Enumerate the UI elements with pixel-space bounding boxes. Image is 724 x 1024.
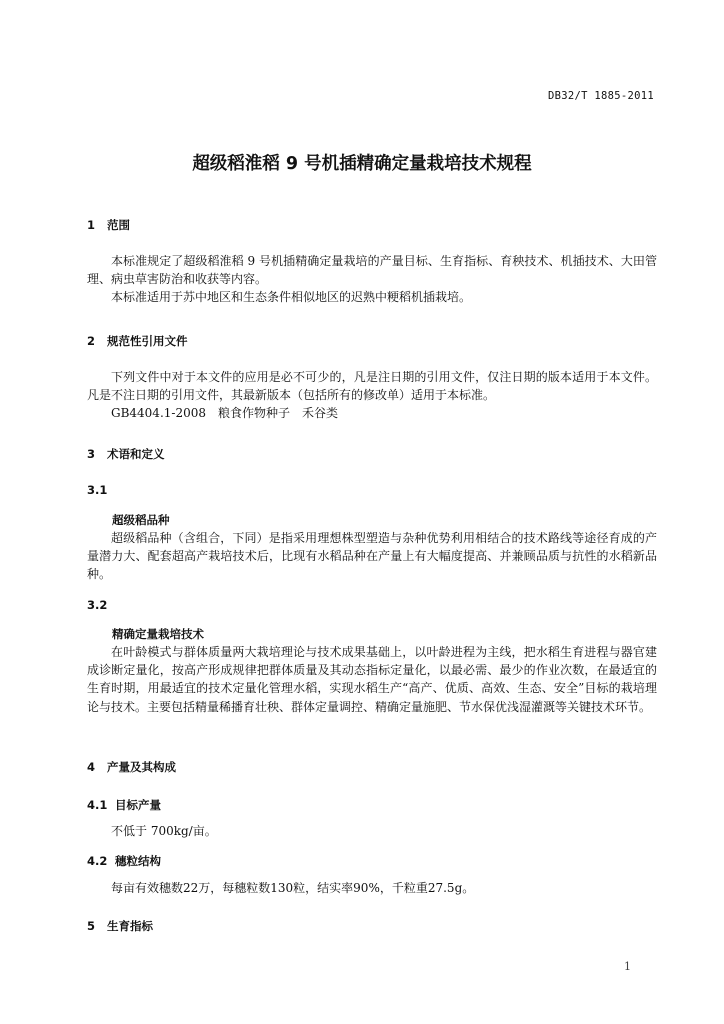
- section-2-heading: [87, 333, 188, 349]
- page-number: 1: [624, 960, 631, 973]
- section-2-body: [87, 368, 657, 423]
- section-5-heading: [87, 918, 153, 934]
- paragraph: 超级稻品种（含组合，下同）是指采用理想株型塑造与杂种优势利用相结合的技术路线等途径育成的产量潜力大、配套超高产栽培技术后，比现有水稻品种在产量上有大幅度提高、并兼顾品质与抗性的水稻新品种。: [87, 531, 657, 582]
- section-3-1-number: 3.1: [87, 483, 108, 497]
- section-title: 术语和定义: [107, 447, 165, 461]
- section-4-2-body: [87, 879, 657, 897]
- section-1-heading: [87, 217, 130, 233]
- section-4-1-body: [87, 822, 657, 840]
- paragraph: 每亩有效穗数22万，每穗粒数130粒，结实率90%，千粒重27.5g。: [111, 881, 475, 895]
- section-4-1-heading: [87, 797, 161, 813]
- section-3-2-body: [87, 643, 657, 716]
- section-number: 4: [87, 760, 96, 774]
- section-4-2-heading: [87, 853, 161, 869]
- section-title: 生育指标: [107, 919, 153, 933]
- section-1-body: [87, 252, 657, 307]
- section-title: 范围: [107, 218, 130, 232]
- term-precise-cultivation: 精确定量栽培技术: [112, 627, 204, 641]
- section-title: 规范性引用文件: [107, 334, 188, 348]
- section-title: 产量及其构成: [107, 760, 176, 774]
- section-3-heading: [87, 446, 165, 462]
- section-3-2-number: 3.2: [87, 598, 108, 612]
- standard-number: DB32/T 1885-2011: [548, 90, 654, 102]
- paragraph: 本标准适用于苏中地区和生态条件相似地区的迟熟中粳稻机插栽培。: [111, 290, 472, 305]
- section-4-heading: [87, 759, 176, 775]
- section-number: 5: [87, 919, 96, 933]
- paragraph: 下列文件中对于本文件的应用是必不可少的，凡是注日期的引用文件，仅注日期的版本适用于本文件。凡是不注日期的引用文件，其最新版本（包括所有的修改单）适用于本标准。: [87, 370, 657, 403]
- document-title: 超级稻淮稻 9 号机插精确定量栽培技术规程: [192, 154, 532, 174]
- reference-item: GB4404.1-2008 粮食作物种子 禾谷类: [111, 406, 338, 421]
- section-number: 3: [87, 447, 96, 461]
- paragraph: 在叶龄模式与群体质量两大栽培理论与技术成果基础上，以叶龄进程为主线，把水稻生育进程与器官建成诊断定量化，按高产形成规律把群体质量及其动态指标定量化，以最必需、最少的作业次数，在最适宜的生育时期，用最适宜的技术定量化管理水稻，实现水稻生产“高产、优质、高效、生态、安全”目标的栽培理论与技术。主要包括精量稀播育壮秧、群体定量调控、精确定量施肥、节水保优浅湿灌溉等关键技术环节。: [87, 645, 657, 714]
- section-number: 1: [87, 218, 96, 232]
- term-super-rice: 超级稻品种: [112, 513, 170, 527]
- section-3-1-body: [87, 529, 657, 584]
- section-title: 目标产量: [115, 798, 161, 812]
- section-number: 4.2: [87, 854, 108, 868]
- section-number: 4.1: [87, 798, 108, 812]
- paragraph: 本标准规定了超级稻淮稻 9 号机插精确定量栽培的产量目标、生育指标、育秧技术、机插技术、大田管理、病虫草害防治和收获等内容。: [87, 254, 657, 287]
- paragraph: 不低于 700kg/亩。: [111, 824, 217, 838]
- section-number: 2: [87, 334, 96, 348]
- section-title: 穗粒结构: [115, 854, 161, 868]
